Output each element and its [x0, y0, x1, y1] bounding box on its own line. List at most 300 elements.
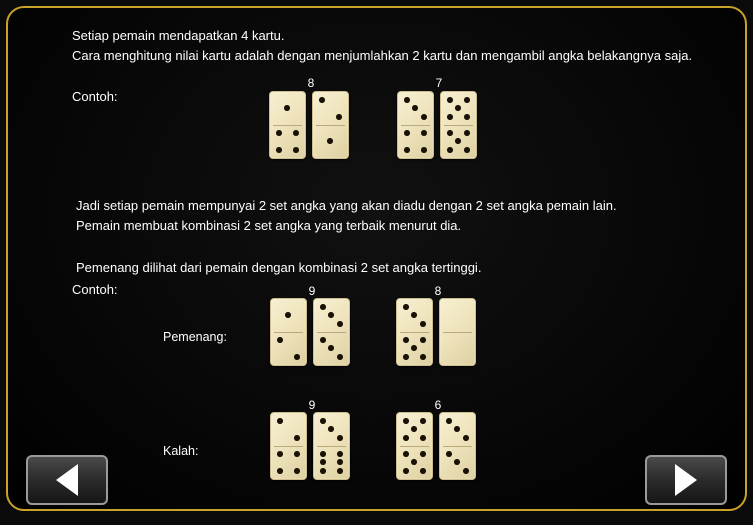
winner-pair-2	[396, 298, 476, 366]
pip-empty	[455, 97, 461, 103]
next-button[interactable]	[645, 455, 727, 505]
tile-divider	[317, 446, 346, 447]
pip-dot	[403, 418, 409, 424]
pip-empty	[328, 468, 334, 474]
pip-dot	[294, 354, 300, 360]
winner-pair-2-sum: 8	[434, 284, 442, 298]
pip-empty	[454, 345, 460, 351]
pip-empty	[284, 147, 290, 153]
tile-half-bottom	[440, 446, 475, 479]
pip-empty	[463, 418, 469, 424]
tile-half-top	[441, 92, 476, 125]
pip-empty	[319, 138, 325, 144]
pip-empty	[294, 337, 300, 343]
pip-grid	[445, 450, 470, 475]
pip-empty	[463, 459, 469, 465]
loser-pair-1	[270, 412, 350, 480]
pip-dot	[404, 97, 410, 103]
pip-empty	[454, 468, 460, 474]
pip-dot	[412, 105, 418, 111]
tile-divider	[443, 446, 472, 447]
pip-dot	[285, 312, 291, 318]
tile-half-bottom	[441, 125, 476, 158]
pip-empty	[421, 105, 427, 111]
pip-empty	[412, 114, 418, 120]
pip-empty	[277, 354, 283, 360]
pip-empty	[412, 97, 418, 103]
pip-empty	[277, 304, 283, 310]
example-1-pair-2-sum: 7	[435, 76, 443, 90]
pip-empty	[454, 312, 460, 318]
tile-half-top	[314, 413, 349, 446]
pip-empty	[319, 114, 325, 120]
pip-dot	[454, 426, 460, 432]
pip-empty	[463, 304, 469, 310]
tile-half-bottom	[313, 125, 348, 158]
pip-dot	[284, 105, 290, 111]
pip-empty	[463, 451, 469, 457]
pip-dot	[420, 451, 426, 457]
pip-grid	[319, 417, 344, 442]
pip-empty	[328, 435, 334, 441]
tile-half-bottom	[271, 332, 306, 365]
pip-empty	[336, 147, 342, 153]
tile-divider	[401, 125, 430, 126]
domino-tile[interactable]	[313, 412, 350, 480]
pip-dot	[293, 147, 299, 153]
pip-dot	[455, 105, 461, 111]
pip-empty	[420, 312, 426, 318]
tile-divider	[316, 125, 345, 126]
pip-empty	[463, 345, 469, 351]
pip-empty	[463, 426, 469, 432]
pip-empty	[421, 97, 427, 103]
pip-dot	[403, 451, 409, 457]
pip-empty	[320, 312, 326, 318]
pip-empty	[464, 138, 470, 144]
pip-empty	[337, 426, 343, 432]
pip-dot	[455, 138, 461, 144]
pip-empty	[276, 138, 282, 144]
pip-grid	[445, 303, 470, 328]
tile-divider	[274, 332, 303, 333]
pip-empty	[454, 321, 460, 327]
pip-empty	[403, 426, 409, 432]
pip-empty	[328, 337, 334, 343]
example-1-pair-1	[269, 91, 349, 159]
pip-empty	[337, 312, 343, 318]
pip-empty	[319, 147, 325, 153]
pip-dot	[421, 130, 427, 136]
pip-dot	[411, 459, 417, 465]
domino-tile[interactable]	[440, 91, 477, 159]
pip-empty	[411, 321, 417, 327]
pip-empty	[294, 345, 300, 351]
tile-half-bottom	[398, 125, 433, 158]
pip-empty	[336, 105, 342, 111]
pip-empty	[463, 321, 469, 327]
pip-empty	[337, 418, 343, 424]
pip-empty	[320, 321, 326, 327]
pip-grid	[445, 417, 470, 442]
pip-empty	[420, 304, 426, 310]
pip-dot	[276, 130, 282, 136]
pip-dot	[403, 468, 409, 474]
pip-empty	[328, 459, 334, 465]
pip-dot	[293, 130, 299, 136]
tile-divider	[400, 446, 429, 447]
pip-empty	[284, 138, 290, 144]
pip-empty	[285, 426, 291, 432]
pip-empty	[446, 459, 452, 465]
pip-grid	[402, 336, 427, 361]
pip-dot	[294, 468, 300, 474]
pip-dot	[328, 426, 334, 432]
pip-empty	[463, 354, 469, 360]
pip-dot	[411, 426, 417, 432]
pip-dot	[420, 468, 426, 474]
pip-empty	[455, 147, 461, 153]
pip-dot	[277, 337, 283, 343]
pip-dot	[404, 130, 410, 136]
pip-dot	[404, 147, 410, 153]
pip-dot	[464, 97, 470, 103]
pip-empty	[411, 354, 417, 360]
tile-half-top	[397, 413, 432, 446]
pip-empty	[293, 138, 299, 144]
pip-empty	[336, 130, 342, 136]
pip-empty	[447, 105, 453, 111]
pip-dot	[464, 114, 470, 120]
pip-dot	[411, 345, 417, 351]
pip-grid	[318, 96, 343, 121]
pip-empty	[337, 304, 343, 310]
pip-empty	[320, 354, 326, 360]
pip-empty	[464, 105, 470, 111]
loser-pair-2	[396, 412, 476, 480]
domino-tile[interactable]	[396, 298, 433, 366]
pip-empty	[446, 426, 452, 432]
pip-dot	[447, 114, 453, 120]
pip-dot	[337, 468, 343, 474]
pip-grid	[319, 303, 344, 328]
pip-empty	[454, 451, 460, 457]
pip-empty	[420, 345, 426, 351]
pip-dot	[277, 451, 283, 457]
pip-empty	[294, 304, 300, 310]
tile-half-top	[270, 92, 305, 125]
pip-dot	[447, 130, 453, 136]
domino-tile[interactable]	[439, 412, 476, 480]
pip-grid	[446, 96, 471, 121]
loser-label: Kalah:	[163, 444, 199, 458]
pip-empty	[454, 435, 460, 441]
pip-empty	[285, 345, 291, 351]
pip-dot	[420, 435, 426, 441]
pip-grid	[403, 96, 428, 121]
pip-empty	[403, 345, 409, 351]
pip-dot	[454, 459, 460, 465]
pip-empty	[420, 426, 426, 432]
pip-empty	[327, 114, 333, 120]
pip-dot	[319, 97, 325, 103]
pip-empty	[454, 354, 460, 360]
pip-dot	[276, 147, 282, 153]
pip-empty	[411, 418, 417, 424]
pip-grid	[276, 336, 301, 361]
pip-empty	[336, 138, 342, 144]
pip-empty	[411, 304, 417, 310]
pip-dot	[328, 345, 334, 351]
pip-dot	[320, 304, 326, 310]
pip-empty	[446, 345, 452, 351]
pip-empty	[293, 105, 299, 111]
pip-dot	[464, 147, 470, 153]
pip-empty	[411, 451, 417, 457]
tile-divider	[274, 446, 303, 447]
pip-empty	[337, 337, 343, 343]
pip-empty	[285, 468, 291, 474]
pip-grid	[276, 303, 301, 328]
pip-dot	[327, 138, 333, 144]
pip-dot	[446, 418, 452, 424]
tile-half-top	[314, 299, 349, 332]
pip-empty	[277, 435, 283, 441]
pip-dot	[403, 435, 409, 441]
tile-divider	[273, 125, 302, 126]
pip-grid	[276, 450, 301, 475]
pip-grid	[319, 336, 344, 361]
pip-empty	[446, 435, 452, 441]
pip-empty	[455, 114, 461, 120]
pip-dot	[403, 354, 409, 360]
pip-empty	[277, 321, 283, 327]
pip-dot	[328, 312, 334, 318]
pip-empty	[327, 97, 333, 103]
pip-grid	[402, 450, 427, 475]
pip-dot	[336, 114, 342, 120]
arrow-right-icon	[675, 464, 697, 496]
pip-grid	[275, 96, 300, 121]
pip-dot	[403, 337, 409, 343]
rules-line-1: Setiap pemain mendapatkan 4 kartu.	[72, 28, 285, 43]
tile-half-top	[271, 299, 306, 332]
pip-empty	[285, 304, 291, 310]
pip-empty	[285, 337, 291, 343]
pip-empty	[285, 435, 291, 441]
pip-empty	[463, 312, 469, 318]
pip-dot	[320, 337, 326, 343]
pip-dot	[463, 435, 469, 441]
tile-half-top	[440, 413, 475, 446]
tile-half-bottom	[397, 332, 432, 365]
pip-dot	[420, 337, 426, 343]
pip-dot	[463, 468, 469, 474]
pip-empty	[327, 147, 333, 153]
pip-empty	[403, 459, 409, 465]
pip-empty	[294, 418, 300, 424]
pip-dot	[337, 354, 343, 360]
pip-grid	[318, 129, 343, 154]
domino-tile[interactable]	[269, 91, 306, 159]
pip-grid	[402, 303, 427, 328]
pip-grid	[319, 450, 344, 475]
pip-empty	[294, 459, 300, 465]
pip-dot	[320, 418, 326, 424]
domino-tile[interactable]	[396, 412, 433, 480]
pip-empty	[294, 312, 300, 318]
pip-empty	[285, 354, 291, 360]
pip-empty	[285, 459, 291, 465]
pip-empty	[276, 97, 282, 103]
pip-empty	[404, 138, 410, 144]
pip-empty	[294, 321, 300, 327]
pip-dot	[277, 468, 283, 474]
pip-empty	[454, 337, 460, 343]
pip-empty	[285, 418, 291, 424]
pip-empty	[327, 105, 333, 111]
pip-empty	[446, 337, 452, 343]
pip-empty	[320, 345, 326, 351]
pip-dot	[446, 451, 452, 457]
pip-empty	[285, 451, 291, 457]
pip-empty	[411, 435, 417, 441]
pip-empty	[319, 130, 325, 136]
pip-empty	[411, 468, 417, 474]
pip-empty	[328, 354, 334, 360]
rules-line-4: Pemain membuat kombinasi 2 set angka yang terbaik menurut dia.	[76, 218, 462, 233]
pip-empty	[412, 147, 418, 153]
pip-dot	[337, 459, 343, 465]
domino-tile[interactable]	[312, 91, 349, 159]
previous-button[interactable]	[26, 455, 108, 505]
pip-empty	[463, 337, 469, 343]
pip-dot	[420, 354, 426, 360]
pip-empty	[412, 130, 418, 136]
pip-empty	[277, 312, 283, 318]
pip-empty	[328, 321, 334, 327]
pip-empty	[294, 426, 300, 432]
pip-empty	[285, 321, 291, 327]
pip-empty	[446, 312, 452, 318]
tile-half-bottom	[271, 446, 306, 479]
example-2-label: Contoh:	[72, 282, 118, 297]
loser-pair-1-sum: 9	[308, 398, 316, 412]
tile-divider	[444, 125, 473, 126]
pip-empty	[320, 435, 326, 441]
rules-line-2: Cara menghitung nilai kartu adalah dengan menjumlahkan 2 kartu dan mengambil angka belakangnya saja.	[72, 48, 693, 63]
pip-empty	[404, 105, 410, 111]
pip-empty	[421, 138, 427, 144]
pip-dot	[337, 435, 343, 441]
tile-half-top	[440, 299, 475, 332]
pip-grid	[445, 336, 470, 361]
pip-empty	[412, 138, 418, 144]
domino-tile[interactable]	[397, 91, 434, 159]
pip-empty	[277, 345, 283, 351]
pip-dot	[294, 435, 300, 441]
pip-dot	[420, 418, 426, 424]
pip-empty	[284, 130, 290, 136]
tile-half-bottom	[397, 446, 432, 479]
tile-half-bottom	[314, 446, 349, 479]
pip-empty	[446, 468, 452, 474]
pip-empty	[404, 114, 410, 120]
tile-half-bottom	[440, 332, 475, 365]
pip-dot	[420, 321, 426, 327]
pip-empty	[293, 97, 299, 103]
pip-dot	[403, 304, 409, 310]
pip-dot	[320, 459, 326, 465]
pip-empty	[447, 138, 453, 144]
pip-empty	[328, 418, 334, 424]
rules-line-3: Jadi setiap pemain mempunyai 2 set angka yang akan diadu dengan 2 set angka pemain lain.	[76, 198, 617, 213]
tile-half-top	[398, 92, 433, 125]
pip-dot	[447, 147, 453, 153]
tile-half-bottom	[270, 125, 305, 158]
pip-empty	[277, 426, 283, 432]
pip-grid	[275, 129, 300, 154]
tile-divider	[443, 332, 472, 333]
example-1-pair-1-sum: 8	[307, 76, 315, 90]
tile-half-bottom	[314, 332, 349, 365]
pip-empty	[446, 321, 452, 327]
pip-empty	[446, 304, 452, 310]
pip-empty	[454, 418, 460, 424]
domino-tile[interactable]	[439, 298, 476, 366]
tile-half-top	[271, 413, 306, 446]
winner-pair-1-sum: 9	[308, 284, 316, 298]
pip-empty	[284, 97, 290, 103]
pip-grid	[402, 417, 427, 442]
arrow-left-icon	[56, 464, 78, 496]
tile-divider	[317, 332, 346, 333]
pip-empty	[293, 114, 299, 120]
pip-empty	[454, 304, 460, 310]
pip-empty	[403, 312, 409, 318]
pip-dot	[294, 451, 300, 457]
pip-empty	[276, 114, 282, 120]
pip-empty	[420, 459, 426, 465]
tile-half-top	[397, 299, 432, 332]
pip-empty	[336, 97, 342, 103]
pip-grid	[403, 129, 428, 154]
pip-empty	[327, 130, 333, 136]
pip-empty	[446, 354, 452, 360]
example-1-pair-2	[397, 91, 477, 159]
winner-label: Pemenang:	[163, 330, 227, 344]
domino-tile[interactable]	[313, 298, 350, 366]
pip-empty	[320, 426, 326, 432]
tile-half-top	[313, 92, 348, 125]
pip-empty	[411, 337, 417, 343]
pip-dot	[421, 147, 427, 153]
pip-empty	[319, 105, 325, 111]
pip-empty	[276, 105, 282, 111]
domino-tile[interactable]	[270, 298, 307, 366]
pip-dot	[277, 418, 283, 424]
tile-divider	[400, 332, 429, 333]
domino-tile[interactable]	[270, 412, 307, 480]
pip-dot	[421, 114, 427, 120]
pip-dot	[447, 97, 453, 103]
pip-grid	[276, 417, 301, 442]
pip-empty	[328, 451, 334, 457]
pip-empty	[328, 304, 334, 310]
pip-empty	[337, 345, 343, 351]
loser-pair-2-sum: 6	[434, 398, 442, 412]
pip-dot	[464, 130, 470, 136]
